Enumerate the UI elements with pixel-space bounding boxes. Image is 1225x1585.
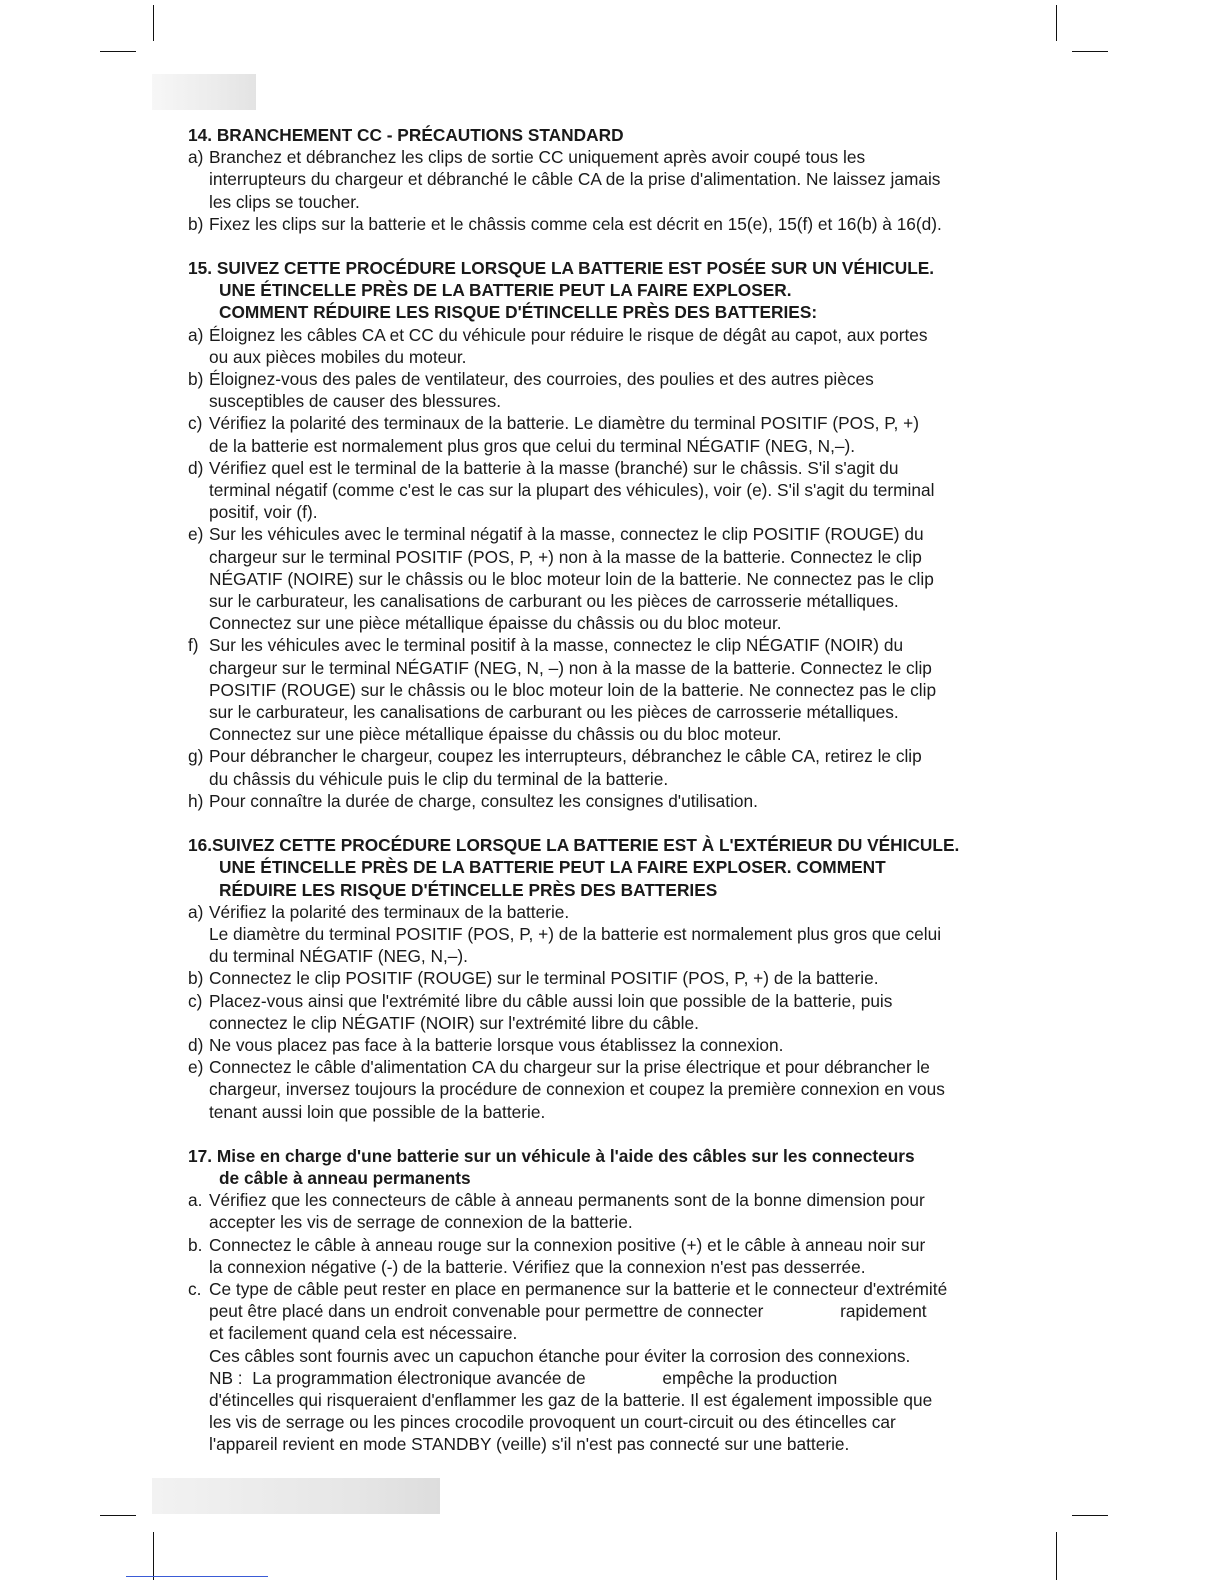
item-line: du châssis du véhicule puis le clip du terminal de la batterie. — [209, 768, 669, 789]
list-item — [188, 523, 1048, 634]
heading-line: UNE ÉTINCELLE PRÈS DE LA BATTERIE PEUT LA FAIRE EXPLOSER. COMMENT — [219, 857, 886, 878]
item-line: Pour connaître la durée de charge, consultez les consignes d'utilisation. — [209, 790, 758, 811]
item-letter: h) — [188, 790, 204, 811]
item-letter: e) — [188, 524, 204, 545]
crop-mark-bottom-left-horizontal — [100, 1515, 136, 1516]
item-line: Placez-vous ainsi que l'extrémité libre du câble aussi loin que possible de la batterie, puis — [209, 990, 893, 1011]
heading-line: 15. SUIVEZ CETTE PROCÉDURE LORSQUE LA BATTERIE EST POSÉE SUR UN VÉHICULE. — [188, 258, 935, 279]
section-15 — [188, 257, 1048, 812]
crop-mark-bottom-right-vertical — [1056, 1532, 1057, 1580]
heading-line: COMMENT RÉDUIRE LES RISQUE D'ÉTINCELLE PRÈS DES BATTERIES: — [219, 302, 818, 323]
item-line: Connectez sur une pièce métallique épaisse du châssis ou du bloc moteur. — [209, 724, 782, 745]
item-line: ou aux pièces mobiles du moteur. — [209, 346, 467, 367]
item-letter: a. — [188, 1190, 203, 1211]
item-letter: a) — [188, 324, 204, 345]
item-line: sur le carburateur, les canalisations de carburant ou les pièces de carrosserie métalliques. — [209, 702, 899, 723]
item-line: sur le carburateur, les canalisations de carburant ou les pièces de carrosserie métalliques. — [209, 591, 899, 612]
list-item — [188, 901, 1048, 968]
item-line: Vérifiez quel est le terminal de la batterie à la masse (branché) sur le châssis. S'il s'agit du — [209, 457, 899, 478]
section-17 — [188, 1145, 1048, 1456]
item-line: les clips se toucher. — [209, 191, 360, 212]
item-line: Sur les véhicules avec le terminal négatif à la masse, connectez le clip POSITIF (ROUGE) du — [209, 524, 924, 545]
item-line: NB : La programmation électronique avancée de empêche la production — [209, 1367, 838, 1388]
crop-mark-top-left-horizontal — [100, 51, 136, 52]
item-line: Ces câbles sont fournis avec un capuchon étanche pour éviter la corrosion des connexions. — [209, 1345, 911, 1366]
item-letter: a) — [188, 147, 204, 168]
crop-mark-top-left-vertical — [153, 5, 154, 41]
item-letter: c. — [188, 1278, 202, 1299]
list-item — [188, 1189, 1048, 1233]
item-line: POSITIF (ROUGE) sur le châssis ou le bloc moteur loin de la batterie. Ne connectez pas le clip — [209, 679, 937, 700]
list-item — [188, 790, 1048, 812]
item-line: Branchez et débranchez les clips de sortie CC uniquement après avoir coupé tous les — [209, 147, 866, 168]
item-line: Pour débrancher le chargeur, coupez les interrupteurs, débranchez le câble CA, retirez le clip — [209, 746, 922, 767]
item-letter: f) — [188, 635, 199, 656]
item-line: interrupteurs du chargeur et débranché le câble CA de la prise d'alimentation. Ne laissez jamais — [209, 169, 941, 190]
item-letter: d) — [188, 457, 204, 478]
heading-line: 14. BRANCHEMENT CC - PRÉCAUTIONS STANDARD — [188, 125, 624, 145]
item-letter: b) — [188, 968, 204, 989]
item-line: Vérifiez que les connecteurs de câble à anneau permanents sont de la bonne dimension pour — [209, 1190, 925, 1211]
item-line: Connectez le clip POSITIF (ROUGE) sur le terminal POSITIF (POS, P, +) de la batterie. — [209, 968, 879, 989]
list-item — [188, 457, 1048, 524]
item-line: Sur les véhicules avec le terminal positif à la masse, connectez le clip NÉGATIF (NOIR) du — [209, 635, 904, 656]
item-letter: c) — [188, 990, 203, 1011]
item-line: Le diamètre du terminal POSITIF (POS, P, +) de la batterie est normalement plus gros que celui — [209, 923, 942, 944]
blue-rule — [126, 1576, 268, 1577]
heading-line: RÉDUIRE LES RISQUE D'ÉTINCELLE PRÈS DES BATTERIES — [219, 879, 718, 900]
heading-line: UNE ÉTINCELLE PRÈS DE LA BATTERIE PEUT LA FAIRE EXPLOSER. — [219, 280, 792, 301]
item-line: du terminal NÉGATIF (NEG, N,–). — [209, 946, 468, 967]
list-item — [188, 412, 1048, 456]
section-16 — [188, 834, 1048, 1123]
section-14 — [188, 124, 1048, 235]
document-body — [188, 124, 1048, 1478]
list-item — [188, 1056, 1048, 1123]
item-line: les vis de serrage ou les pinces crocodile provoquent un court-circuit ou des étincelles car — [209, 1412, 896, 1433]
item-letter: b. — [188, 1234, 203, 1255]
list-item — [188, 1234, 1048, 1278]
item-line: l'appareil revient en mode STANDBY (veille) s'il n'est pas connecté sur une batterie. — [209, 1434, 850, 1455]
heading-line: 17. Mise en charge d'une batterie sur un véhicule à l'aide des câbles sur les connecteurs — [188, 1145, 915, 1166]
item-line: Ce type de câble peut rester en place en permanence sur la batterie et le connecteur d'extrémité — [209, 1278, 948, 1299]
item-line: la connexion négative (-) de la batterie. Vérifiez que la connexion n'est pas desserrée. — [209, 1256, 866, 1277]
item-line: connectez le clip NÉGATIF (NOIR) sur l'extrémité libre du câble. — [209, 1012, 699, 1033]
list-item — [188, 324, 1048, 368]
list-item — [188, 213, 1048, 235]
section-heading — [188, 124, 1048, 146]
list-item — [188, 634, 1048, 745]
item-line: accepter les vis de serrage de connexion de la batterie. — [209, 1212, 633, 1233]
item-line: Connectez sur une pièce métallique épaisse du châssis ou du bloc moteur. — [209, 613, 782, 634]
item-line: positif, voir (f). — [209, 502, 318, 523]
item-line: Éloignez-vous des pales de ventilateur, des courroies, des poulies et des autres pièces — [209, 369, 874, 390]
item-line: chargeur, inversez toujours la procédure de connexion et coupez la première connexion en vous — [209, 1079, 945, 1100]
item-letter: g) — [188, 746, 204, 767]
item-letter: e) — [188, 1057, 204, 1078]
footer-gradient-bar — [152, 1478, 440, 1514]
item-line: tenant aussi loin que possible de la batterie. — [209, 1101, 546, 1122]
item-letter: b) — [188, 213, 204, 234]
crop-mark-bottom-left-vertical — [153, 1532, 154, 1580]
section-heading — [188, 1145, 1048, 1189]
item-line: terminal négatif (comme c'est le cas sur la plupart des véhicules), voir (e). S'il s'agit du terminal — [209, 480, 935, 501]
crop-mark-top-right-horizontal — [1072, 51, 1108, 52]
item-line: Vérifiez la polarité des terminaux de la batterie. — [209, 901, 570, 922]
list-item — [188, 1278, 1048, 1456]
item-line: NÉGATIF (NOIRE) sur le châssis ou le bloc moteur loin de la batterie. Ne connectez pas le clip — [209, 568, 934, 589]
item-line: Fixez les clips sur la batterie et le châssis comme cela est décrit en 15(e), 15(f) et 16(b) à 16(d). — [209, 213, 942, 234]
item-line: d'étincelles qui risqueraient d'enflammer les gaz de la batterie. Il est également impossible que — [209, 1389, 933, 1410]
item-line: Connectez le câble à anneau rouge sur la connexion positive (+) et le câble à anneau noir sur — [209, 1234, 926, 1255]
item-line: Vérifiez la polarité des terminaux de la batterie. Le diamètre du terminal POSITIF (POS, P, +) — [209, 413, 919, 434]
heading-line: 16.SUIVEZ CETTE PROCÉDURE LORSQUE LA BATTERIE EST À L'EXTÉRIEUR DU VÉHICULE. — [188, 835, 960, 856]
heading-line: de câble à anneau permanents — [219, 1167, 471, 1188]
item-letter: c) — [188, 413, 203, 434]
item-line: Ne vous placez pas face à la batterie lorsque vous établissez la connexion. — [209, 1034, 784, 1055]
section-heading — [188, 257, 1048, 324]
list-item — [188, 990, 1048, 1034]
item-letter: a) — [188, 901, 204, 922]
item-line: chargeur sur le terminal NÉGATIF (NEG, N, –) non à la masse de la batterie. Connectez le clip — [209, 657, 932, 678]
list-item — [188, 967, 1048, 989]
item-letter: d) — [188, 1034, 204, 1055]
crop-mark-top-right-vertical — [1056, 5, 1057, 41]
header-gradient-bar — [152, 74, 256, 110]
item-line: Éloignez les câbles CA et CC du véhicule pour réduire le risque de dégât au capot, aux portes — [209, 324, 928, 345]
list-item — [188, 745, 1048, 789]
list-item — [188, 146, 1048, 213]
item-line: et facilement quand cela est nécessaire. — [209, 1323, 518, 1344]
item-line: peut être placé dans un endroit convenable pour permettre de connecter rapidement — [209, 1301, 927, 1322]
section-heading — [188, 834, 1048, 901]
item-line: chargeur sur le terminal POSITIF (POS, P, +) non à la masse de la batterie. Connectez le clip — [209, 546, 922, 567]
list-item — [188, 1034, 1048, 1056]
crop-mark-bottom-right-horizontal — [1072, 1515, 1108, 1516]
list-item — [188, 368, 1048, 412]
item-letter: b) — [188, 369, 204, 390]
item-line: Connectez le câble d'alimentation CA du chargeur sur la prise électrique et pour débrancher le — [209, 1057, 930, 1078]
item-line: susceptibles de causer des blessures. — [209, 391, 502, 412]
item-line: de la batterie est normalement plus gros que celui du terminal NÉGATIF (NEG, N,–). — [209, 435, 856, 456]
